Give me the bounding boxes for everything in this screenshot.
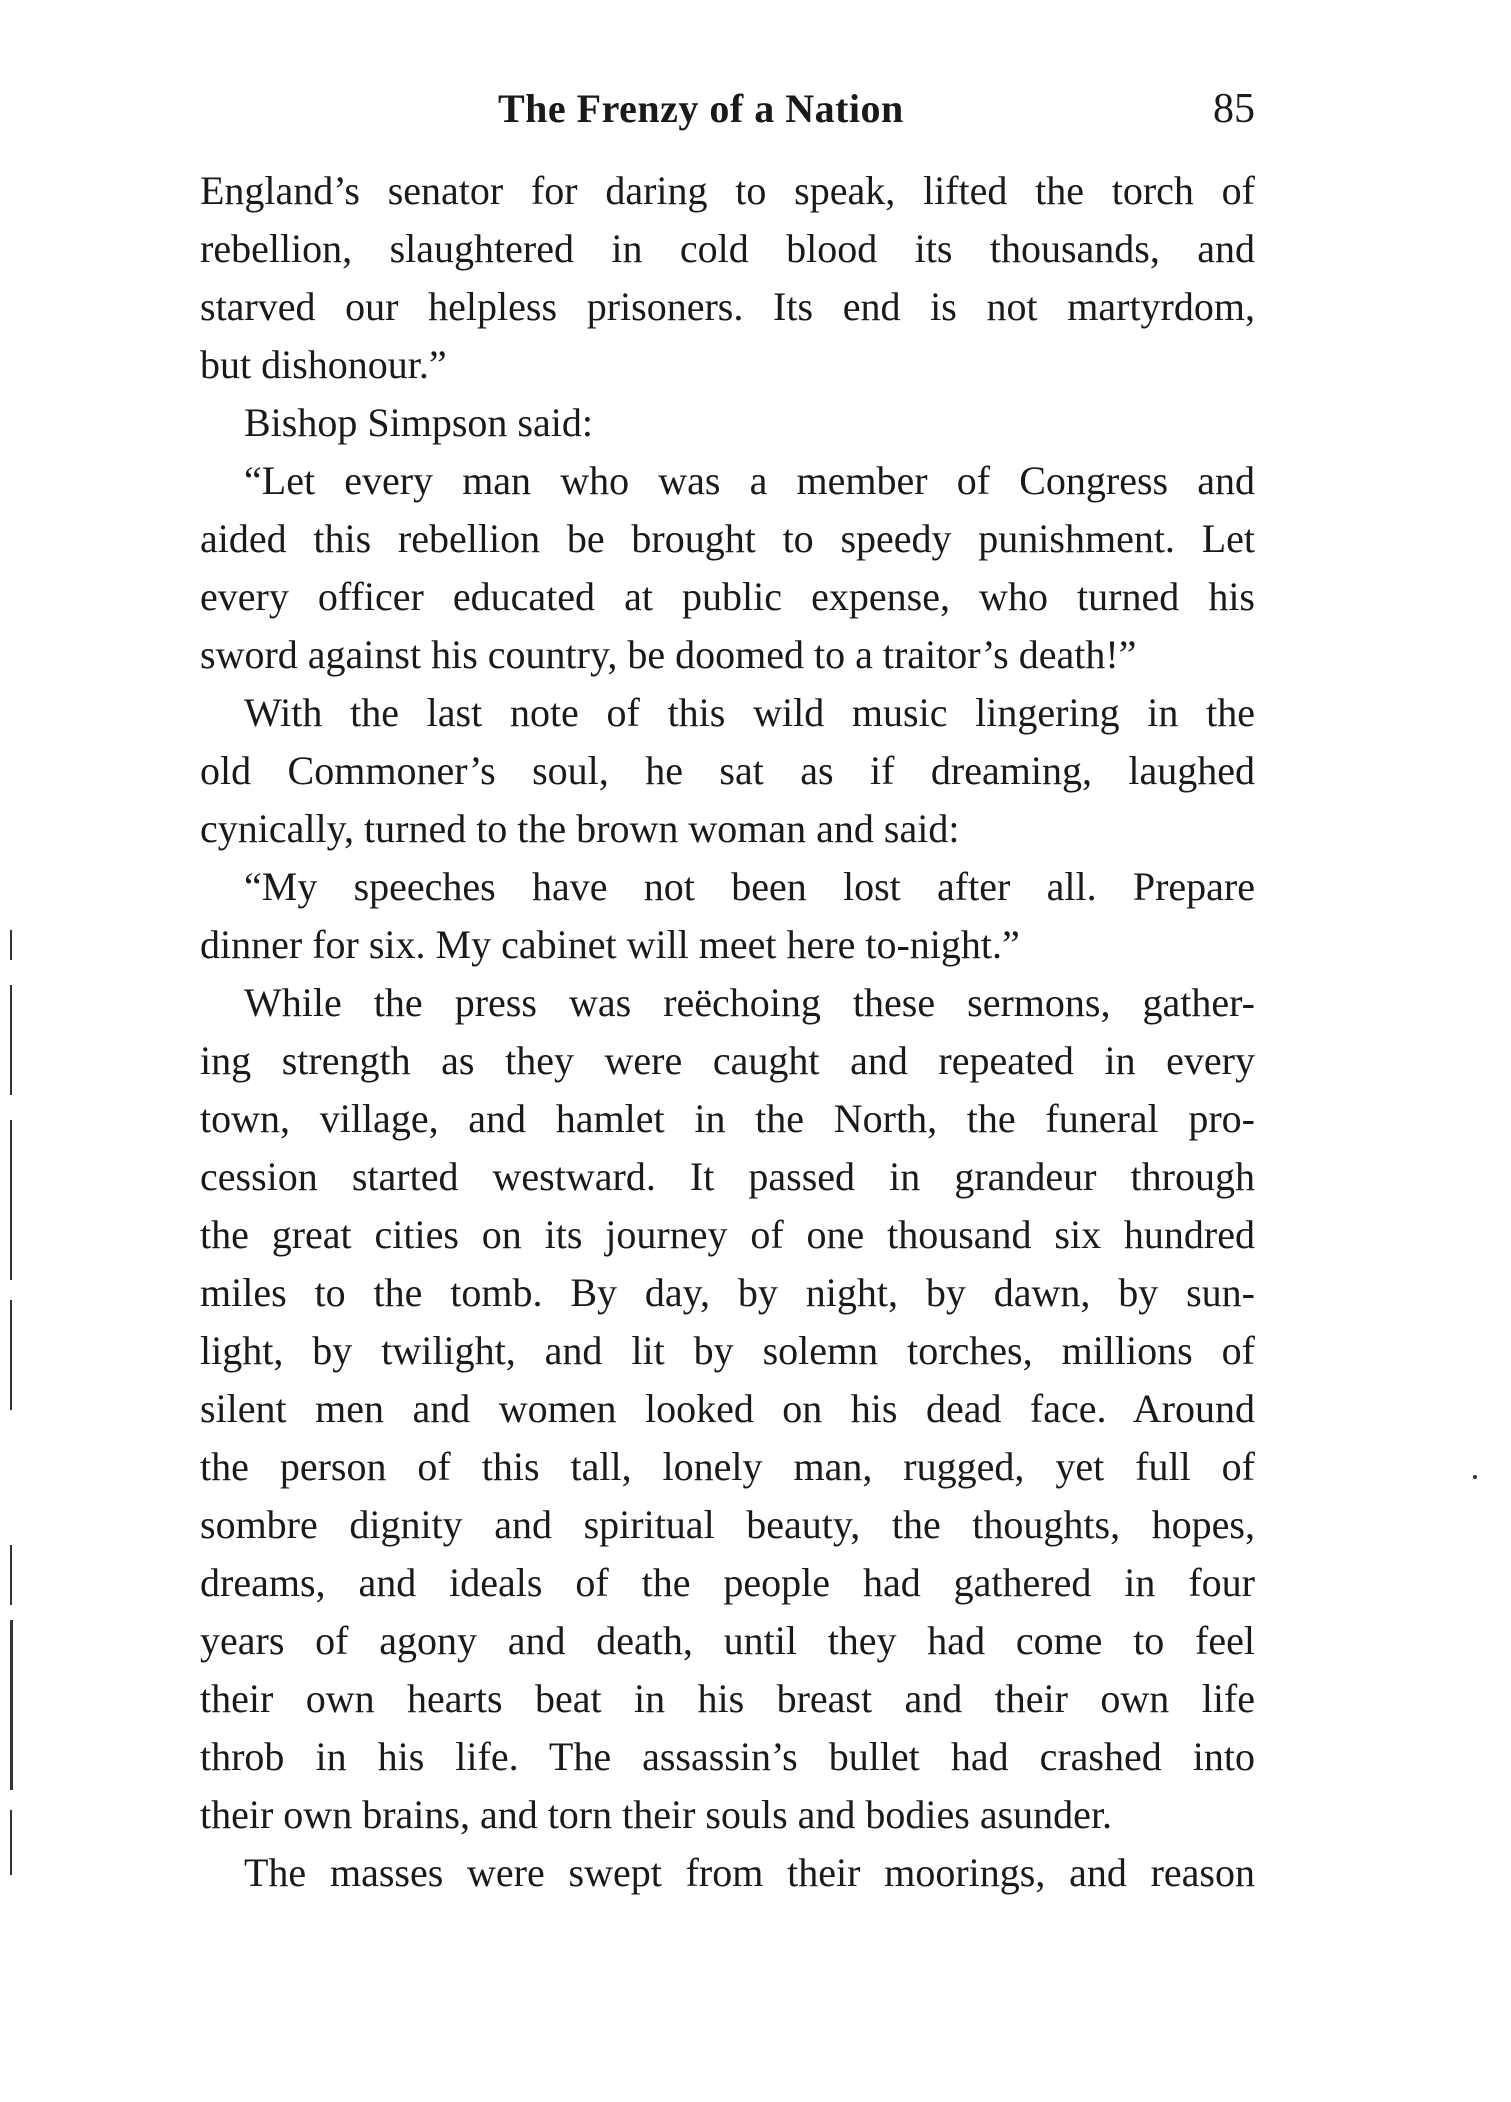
- scan-artifact: [10, 1545, 12, 1605]
- text-line: the great cities on its journey of one thousand six hundred: [200, 1212, 1255, 1257]
- paragraph: [200, 394, 1255, 452]
- text-line: England’s senator for daring to speak, lifted the torch of: [200, 168, 1255, 213]
- paragraph: [200, 162, 1255, 394]
- scan-artifact: [1473, 1475, 1477, 1479]
- text-line: their own hearts beat in his breast and their own life: [200, 1676, 1255, 1721]
- paragraph: [200, 684, 1255, 858]
- text-line: old Commoner’s soul, he sat as if dreaming, laughed: [200, 748, 1255, 793]
- paragraph: [200, 1844, 1255, 1902]
- text-line: cession started westward. It passed in grandeur through: [200, 1154, 1255, 1199]
- text-line: sombre dignity and spiritual beauty, the thoughts, hopes,: [200, 1502, 1255, 1547]
- text-line: With the last note of this wild music lingering in the: [244, 690, 1255, 735]
- page-number: 85: [1213, 86, 1255, 132]
- text-line: The masses were swept from their moorings, and reason: [244, 1850, 1255, 1895]
- scan-artifact: [10, 1300, 12, 1410]
- text-line: Bishop Simpson said:: [244, 400, 593, 445]
- text-line: sword against his country, be doomed to a traitor’s death!”: [200, 632, 1137, 677]
- text-line: aided this rebellion be brought to speedy punishment. Let: [200, 516, 1255, 561]
- paragraph: [200, 974, 1255, 1844]
- running-title: The Frenzy of a Nation: [498, 86, 904, 131]
- text-line: their own brains, and torn their souls and bodies asunder.: [200, 1792, 1113, 1837]
- text-line: cynically, turned to the brown woman and said:: [200, 806, 960, 851]
- scan-artifact: [10, 930, 12, 960]
- scan-artifact: [10, 985, 12, 1095]
- text-line: every officer educated at public expense, who turned his: [200, 574, 1255, 619]
- text-line: “Let every man who was a member of Congress and: [244, 458, 1255, 503]
- text-line: dreams, and ideals of the people had gathered in four: [200, 1560, 1255, 1605]
- text-line: but dishonour.”: [200, 342, 447, 387]
- text-line: throb in his life. The assassin’s bullet had crashed into: [200, 1734, 1255, 1779]
- text-line: While the press was reëchoing these sermons, gather-: [244, 980, 1255, 1025]
- text-line: silent men and women looked on his dead face. Around: [200, 1386, 1255, 1431]
- scan-artifact: [10, 1620, 13, 1790]
- text-line: town, village, and hamlet in the North, the funeral pro-: [200, 1096, 1255, 1141]
- text-line: years of agony and death, until they had come to feel: [200, 1618, 1255, 1663]
- text-line: light, by twilight, and lit by solemn torches, millions of: [200, 1328, 1255, 1373]
- text-line: dinner for six. My cabinet will meet here to-night.”: [200, 922, 1020, 967]
- paragraph: [200, 452, 1255, 684]
- scan-artifact: [10, 1810, 12, 1875]
- scan-artifact: [10, 1120, 12, 1280]
- text-line: “My speeches have not been lost after all. Prepare: [244, 864, 1255, 909]
- text-line: ing strength as they were caught and repeated in every: [200, 1038, 1255, 1083]
- text-line: miles to the tomb. By day, by night, by dawn, by sun-: [200, 1270, 1255, 1315]
- body-text: [200, 162, 1255, 1902]
- text-line: rebellion, slaughtered in cold blood its thousands, and: [200, 226, 1255, 271]
- paragraph: [200, 858, 1255, 974]
- text-line: the person of this tall, lonely man, rugged, yet full of: [200, 1444, 1255, 1489]
- text-line: starved our helpless prisoners. Its end is not martyrdom,: [200, 284, 1255, 329]
